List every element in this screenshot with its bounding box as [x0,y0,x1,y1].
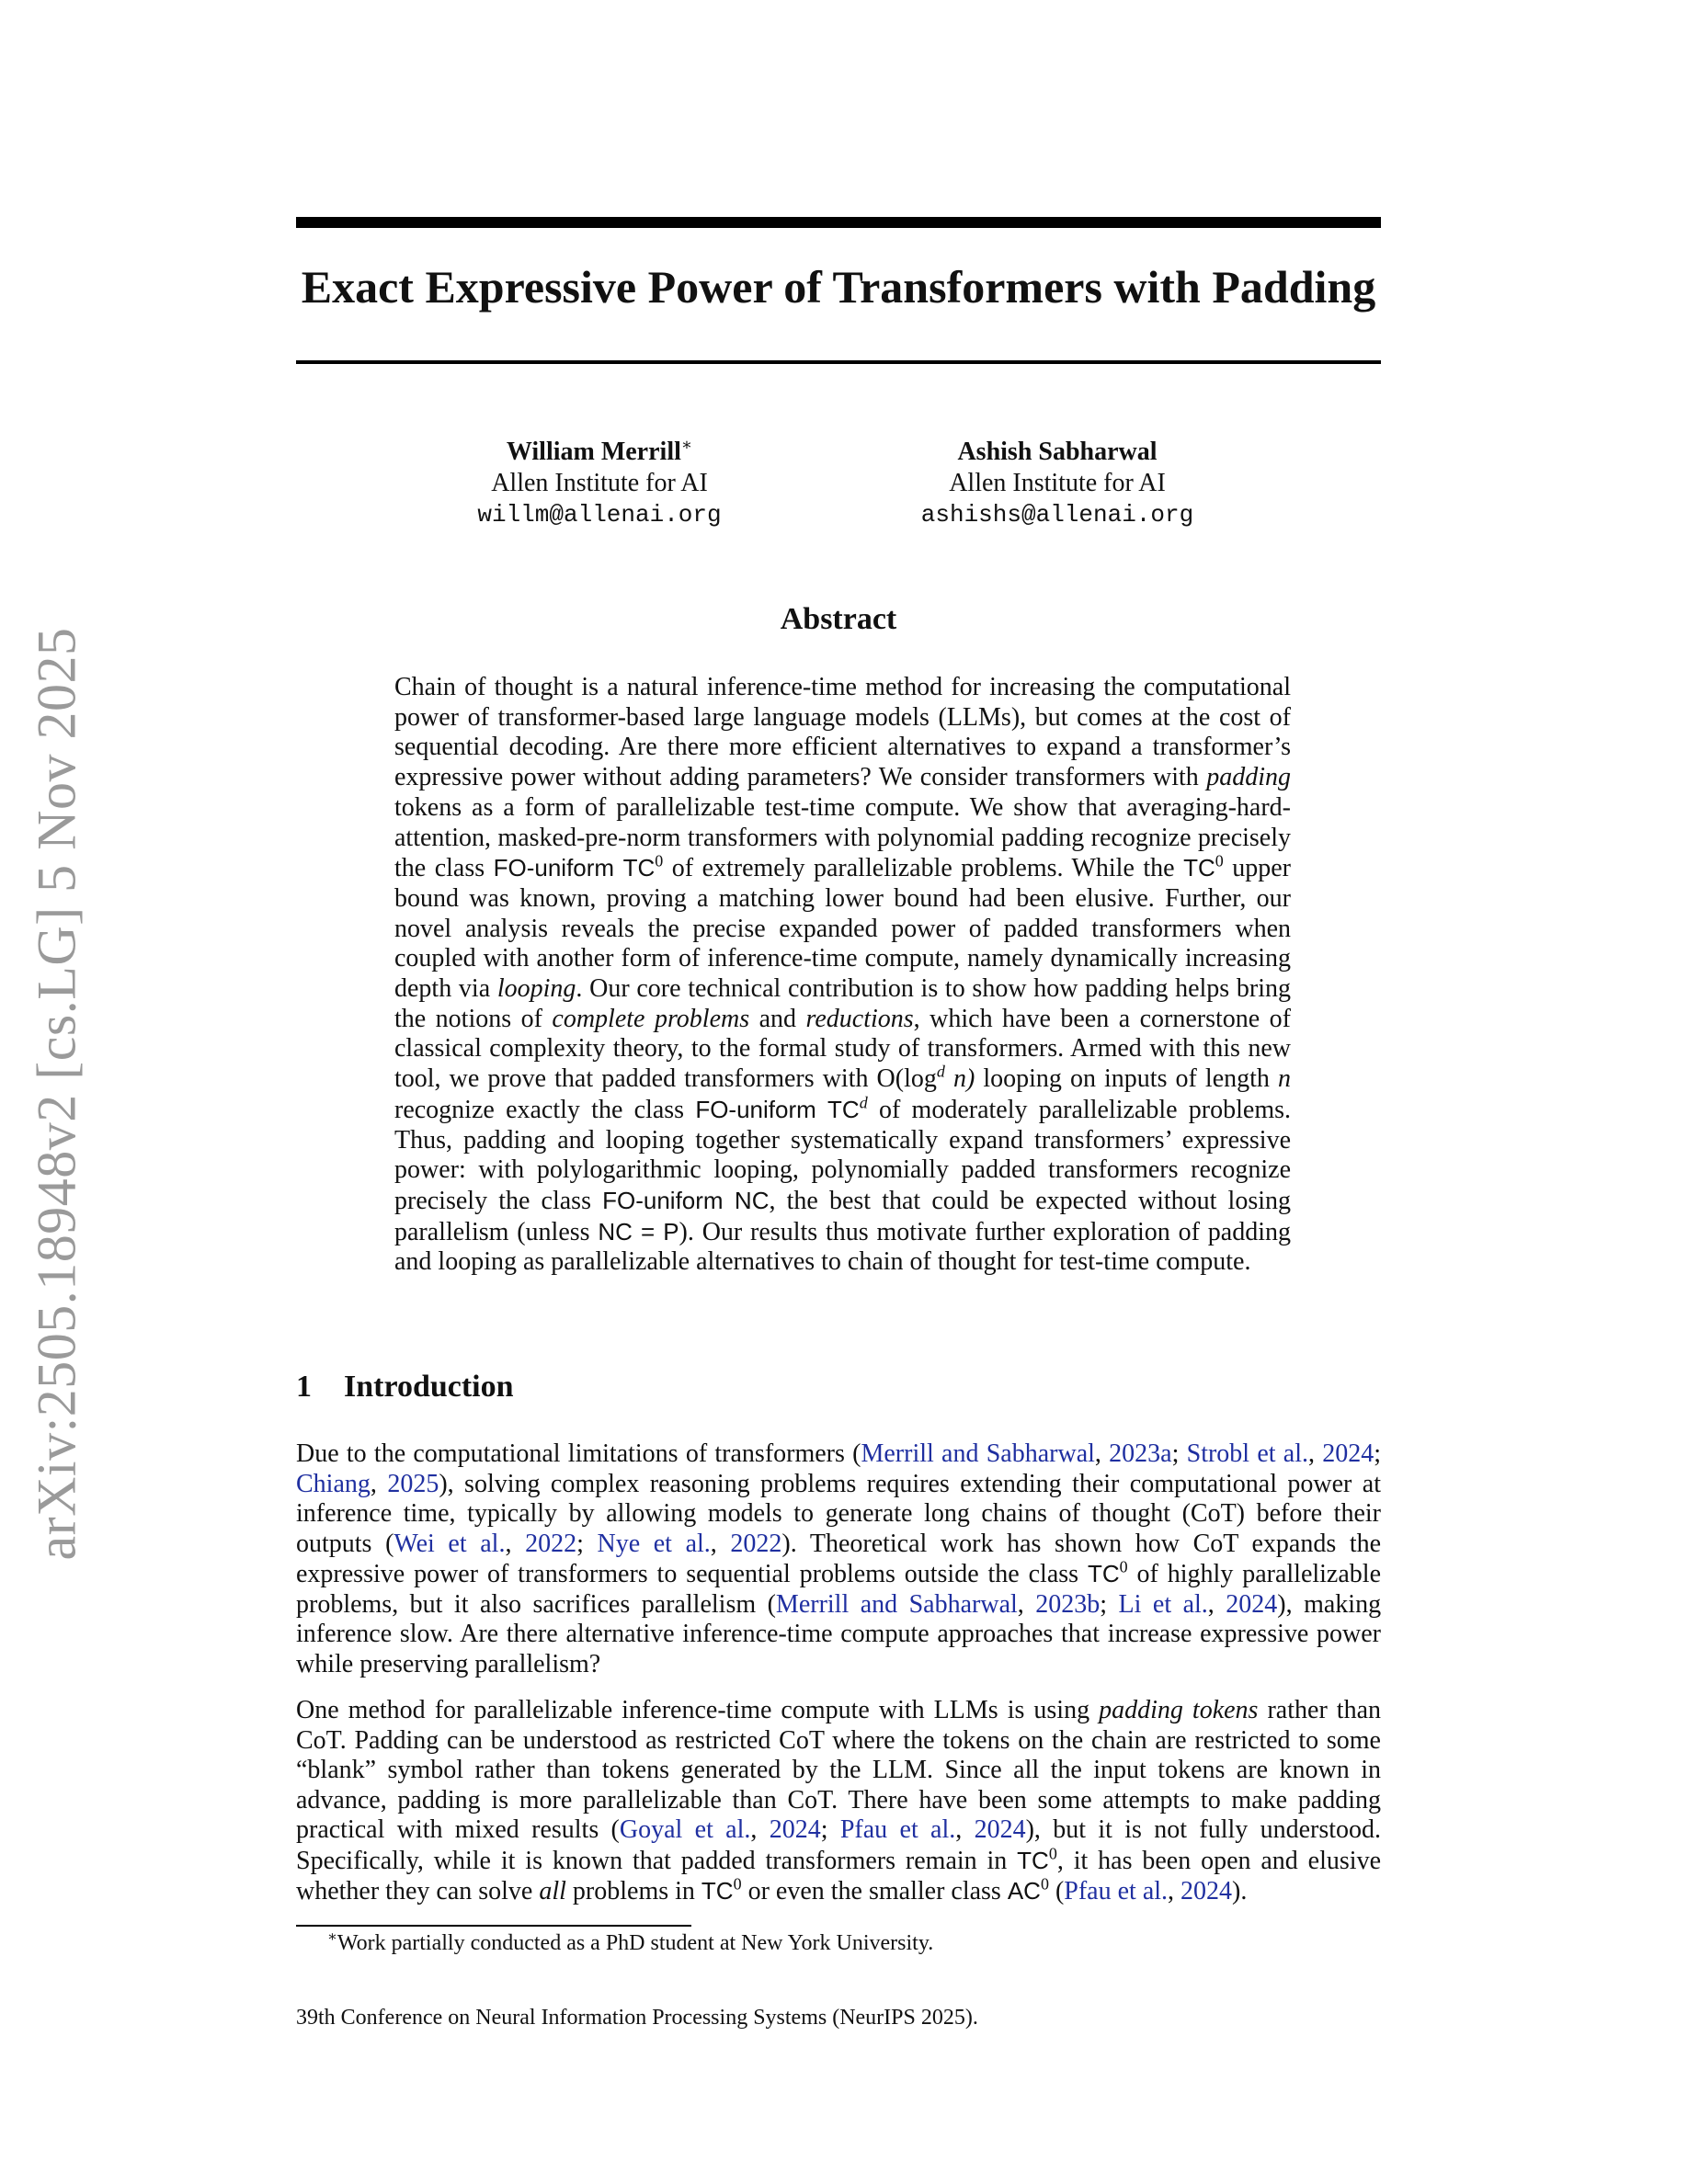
paper-title: Exact Expressive Power of Transformers with Padding [301,261,1376,313]
citation-link[interactable]: 2024 [1180,1877,1233,1905]
citation-link[interactable]: Li et al. [1118,1589,1208,1619]
arxiv-sidebar-stamp [20,607,94,1581]
author-email[interactable]: willm@allenai.org [477,501,722,529]
author-name-line [416,437,783,468]
citation-link[interactable]: Pfau et al. [839,1815,956,1844]
author-affiliation: Allen Institute for AI [491,469,708,497]
author-email[interactable]: ashishs@allenai.org [920,501,1194,529]
author-affiliation: Allen Institute for AI [949,469,1166,497]
footnote-text: Work partially conducted as a PhD student at New York University. [336,1931,934,1955]
footnote-marker: ∗ [327,1929,337,1945]
venue-note: 39th Conference on Neural Information Processing Systems (NeurIPS 2025). [296,2006,978,2030]
author-name: William Merrill [506,438,681,466]
citation-link[interactable]: Wei et al. [393,1529,506,1558]
footnote-rule [296,1925,691,1927]
section-title: Introduction [344,1370,514,1404]
citation-link[interactable]: 2022 [730,1529,782,1558]
citation-link[interactable]: 2025 [387,1469,439,1498]
intro-paragraph-1: Due to the computational limitations of transformers (Merrill and Sabharwal, 2023a; Strobl et al., 2024; Chiang, 2025), solving complex reasoning problems requires extending their computational power at inference time, typically by allowing models to generate long chains of thought (CoT) before their outputs (Wei et al., 2022; Nye et al., 2022). Theoretical work has shown how CoT expands the expressive power of transformers to sequential problems outside the class $TC^0$ of highly parallelizable problems, but it also sacrifices parallelism (Merrill and Sabharwal, 2023b; Li et al., 2024), making inference slow. Are there alternative inference-time compute approaches that increase expressive power while preserving parallelism? [296,1439,1382,1678]
citation-link[interactable]: Goyal et al. [619,1815,751,1844]
abstract-heading: Abstract [780,602,897,636]
intro-paragraph-2: One method for parallelizable inference-time compute with LLMs is using padding tokens rather than CoT. Padding can be understood as restricted CoT where the tokens on the chain are restricted to some “blank” symbol rather than tokens generated by the LLM. Since all the input tokens are known in advance, padding is more parallelizable than CoT. There have been some attempts to make padding practical with mixed results (Goyal et al., 2024; Pfau et al., 2024), but it is not fully understood. Specifically, while it is known that padded transformers remain in $TC^0$, it has been open and elusive whether they can solve all problems in $TC^0$ or even the smaller class $AC^0$ (Pfau et al., 2024). [296,1696,1382,1905]
title-bottom-rule [296,360,1381,364]
section-heading-introduction [296,1370,514,1405]
citation-link[interactable]: 2023b [1035,1589,1101,1619]
citation-link[interactable]: Strobl et al. [1186,1439,1308,1468]
author-name-line [873,437,1241,468]
citation-link[interactable]: Chiang [296,1469,371,1498]
citation-link[interactable]: 2024 [769,1815,821,1844]
author-name: Ashish Sabharwal [957,438,1158,466]
citation-link[interactable]: Pfau et al. [1064,1877,1169,1905]
title-top-rule [296,217,1381,228]
citation-link[interactable]: Merrill and Sabharwal [775,1589,1018,1619]
citation-link[interactable]: Merrill and Sabharwal [861,1439,1095,1468]
abstract-text: Chain of thought is a natural inference-time method for increasing the computational power of transformer-based large language models (LLMs), but comes at the cost of sequential decoding. Are there more efficient alternatives to expand a transformer’s expressive power without adding parameters? We consider transformers with padding tokens as a form of parallelizable test-time compute. We show that averaging-hard-attention, masked-pre-norm transformers with polynomial padding recognize precisely the class FO-uniform $TC^0$ of extremely parallelizable problems. While the $TC^0$ upper bound was known, proving a matching lower bound had been elusive. Further, our novel analysis reveals the precise expanded power of padded transformers when coupled with another form of inference-time compute, namely dynamically increasing depth via looping. Our core technical contribution is to show how padding helps bring the notions of complete problems and reductions, which have been a cornerstone of classical complexity theory, to the formal study of transformers. Armed with this new tool, we prove that padded transformers with $O(\log^d$ n) looping on inputs of length n recognize exactly the class FO-uniform $TC^d$ of moderately parallelizable problems. Thus, padding and looping together systematically expand transformers’ expressive power: with polylogarithmic looping, polynomially padded transformers recognize precisely the class FO-uniform NC, the best that could be expected without losing parallelism (unless NC = P). Our results thus motivate further exploration of padding and looping as parallelizable alternatives to chain of thought for test-time compute. [394,673,1292,1277]
arxiv-id-text: arXiv:2505.18948v2 [cs.LG] 5 Nov 2025 [26,627,87,1561]
citation-link[interactable]: 2024 [1322,1439,1374,1468]
footnote-marker: ∗ [680,435,693,454]
citation-link[interactable]: Nye et al. [597,1529,711,1558]
author-block-1 [416,437,783,530]
citation-link[interactable]: 2023a [1109,1439,1172,1468]
footnote [327,1931,933,1956]
citation-link[interactable]: 2024 [974,1815,1026,1844]
section-number: 1 [296,1370,312,1404]
citation-link[interactable]: 2022 [525,1529,577,1558]
author-block-2 [873,437,1241,530]
citation-link[interactable]: 2024 [1226,1589,1278,1619]
